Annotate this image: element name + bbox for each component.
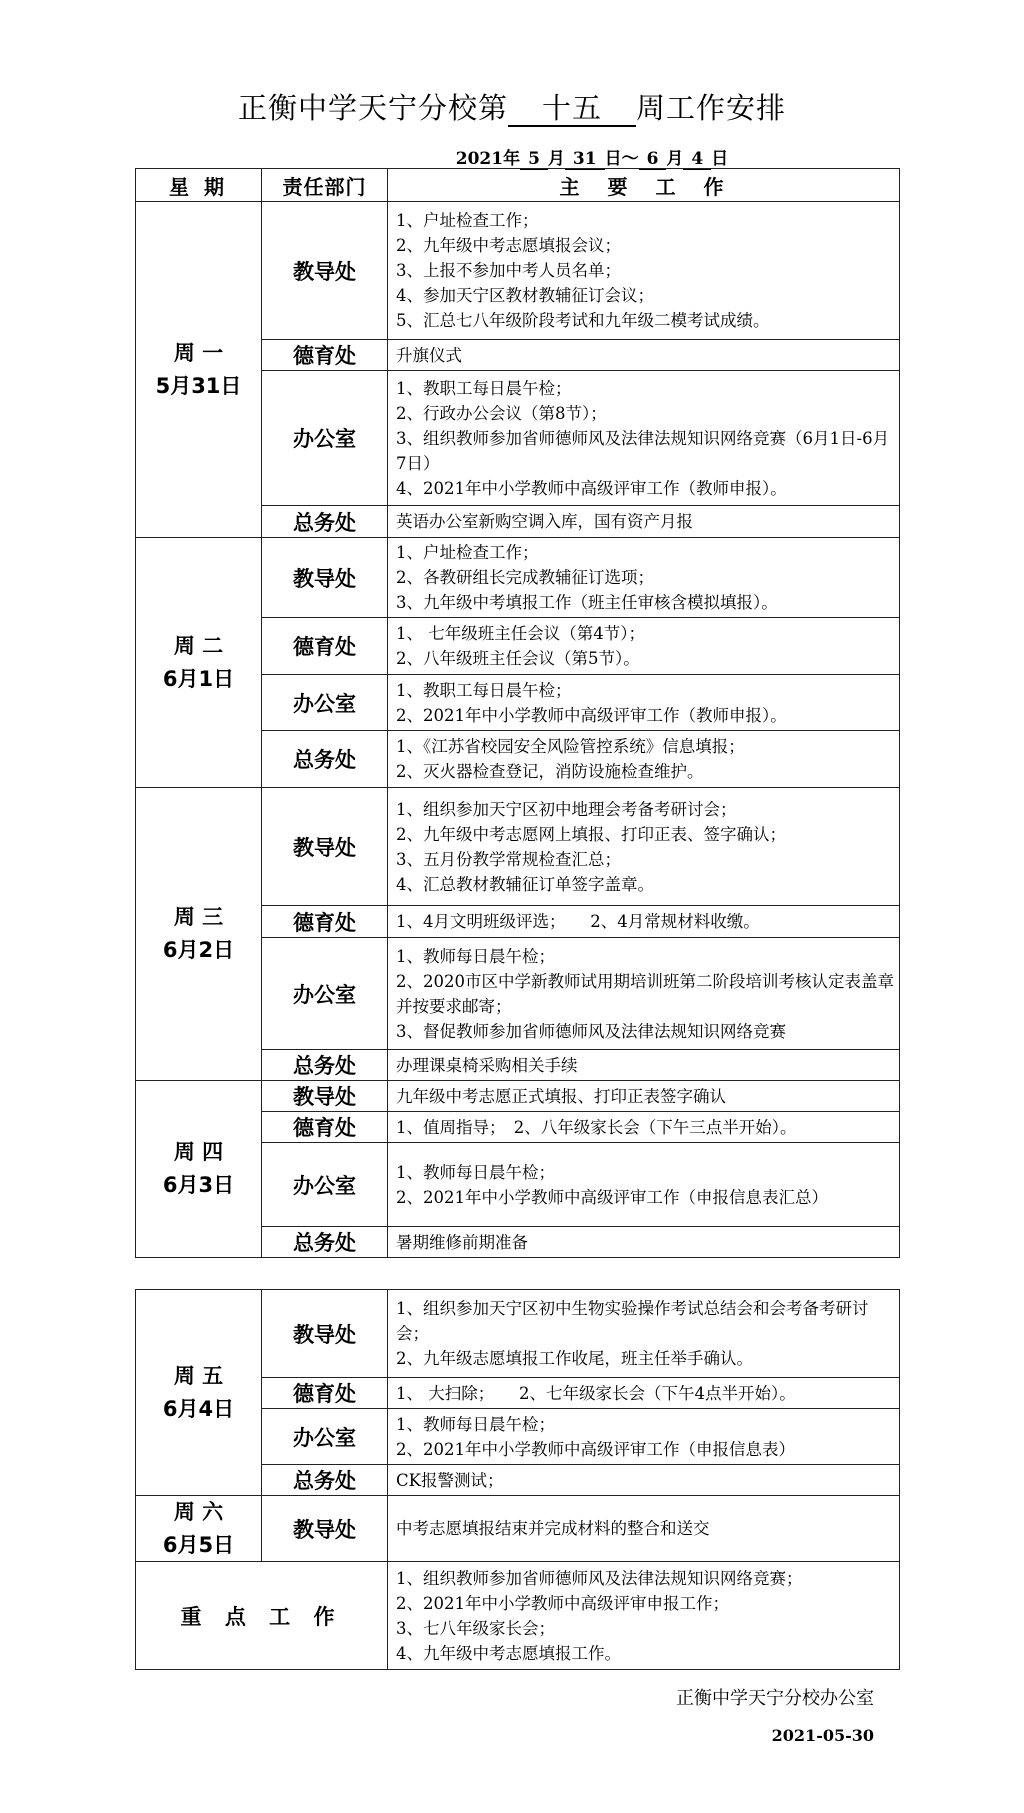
- key-work-item: 2、2021年中小学教师中高级评审申报工作；: [396, 1593, 729, 1613]
- dept-cell: 教导处: [262, 202, 388, 340]
- work-item: 1、《江苏省校园安全风险管控系统》信息填报；: [396, 737, 745, 756]
- work-item: 4、参加天宁区教材教辅征订会议；: [396, 286, 654, 305]
- work-item: 1、户址检查工作；: [396, 543, 539, 562]
- date-end-day: 4: [683, 150, 711, 170]
- dept-cell: 教导处: [262, 788, 388, 906]
- work-cell: [388, 202, 900, 340]
- day-date: 5月31日: [155, 373, 242, 398]
- work-item: 暑期维修前期准备: [396, 1232, 528, 1252]
- day-date: 6月1日: [162, 666, 235, 691]
- dept-cell: 办公室: [262, 371, 388, 506]
- date-start-month: 5: [520, 150, 548, 170]
- work-item: 2、2021年中小学教师中高级评审工作（申报信息表）: [396, 1439, 795, 1459]
- work-item: 九年级中考志愿正式填报、打印正表签字确认: [396, 1086, 726, 1106]
- work-item: 1、值周指导； 2、八年级家长会（下午三点半开始）。: [396, 1117, 797, 1137]
- table-row: [136, 538, 900, 618]
- header-day: 星 期: [136, 169, 262, 202]
- schedule-table-2: [135, 1289, 900, 1670]
- day-cell: [136, 202, 262, 538]
- date-day-unit: 日: [711, 149, 729, 169]
- header-dept: 责任部门: [262, 169, 388, 202]
- day-name: 周 二: [173, 633, 224, 658]
- work-item: 4、2021年中小学教师中高级评审工作（教师申报）。: [396, 478, 787, 498]
- work-item: 1、4月文明班级评选； 2、4月常规材料收缴。: [396, 912, 760, 931]
- key-work-row: [136, 1562, 900, 1670]
- day-date: 6月3日: [162, 1173, 235, 1197]
- work-cell: [388, 1050, 900, 1081]
- table-row: [136, 1496, 900, 1562]
- key-work-cell: [388, 1562, 900, 1670]
- table-row: [136, 202, 900, 340]
- day-name: 周 四: [173, 1140, 224, 1165]
- dept-cell: 教导处: [262, 1081, 388, 1112]
- day-date: 6月4日: [162, 1396, 235, 1421]
- work-item: 2、2020市区中学新教师试用期培训班第二阶段培训考核认定表盖章并按要求邮寄；: [396, 971, 894, 1016]
- work-cell: [388, 731, 900, 788]
- work-item: 3、上报不参加中考人员名单；: [396, 261, 621, 280]
- day-cell: [136, 538, 262, 788]
- day-date: 6月5日: [162, 1532, 235, 1557]
- work-item: 2、各教研组长完成教辅征订选项；: [396, 568, 654, 587]
- dept-cell: 总务处: [262, 1050, 388, 1081]
- title-prefix: 正衡中学天宁分校第: [237, 91, 508, 125]
- table-header-row: [136, 169, 900, 202]
- title-suffix: 周工作安排: [636, 91, 787, 125]
- week-number: 十五: [508, 93, 636, 127]
- work-item: 1、教师每日晨午检；: [396, 1162, 555, 1182]
- work-item: 3、九年级中考填报工作（班主任审核含模拟填报）。: [396, 593, 778, 612]
- header-work: 主 要 工 作: [388, 169, 900, 202]
- day-name: 周 三: [173, 905, 224, 930]
- work-item: 2、九年级志愿填报工作收尾，班主任举手确认。: [396, 1349, 753, 1368]
- schedule-table: [135, 168, 900, 1258]
- dept-cell: 办公室: [262, 1143, 388, 1227]
- page-title: [0, 86, 1024, 127]
- day-name: 周 五: [173, 1363, 224, 1388]
- work-item: 3、组织教师参加省师德师风及法律法规知识网络竞赛（6月1日-6月7日）: [396, 428, 890, 473]
- dept-cell: 德育处: [262, 906, 388, 938]
- dept-cell: 德育处: [262, 1112, 388, 1143]
- work-item: 1、户址检查工作；: [396, 211, 539, 230]
- dept-cell: 总务处: [262, 1465, 388, 1496]
- date-range-sep: 日～: [604, 149, 639, 169]
- work-item: 2、九年级中考志愿网上填报、打印正表、签字确认；: [396, 824, 786, 844]
- work-cell: [388, 1112, 900, 1143]
- dept-cell: 办公室: [262, 938, 388, 1050]
- work-item: 2、行政办公会议（第8节）；: [396, 403, 607, 423]
- work-cell: [388, 506, 900, 538]
- work-item: 3、督促教师参加省师德师风及法律法规知识网络竞赛: [396, 1021, 786, 1041]
- work-item: 英语办公室新购空调入库，国有资产月报: [396, 512, 693, 531]
- work-item: 1、 大扫除； 2、七年级家长会（下午4点半开始）。: [396, 1383, 796, 1403]
- work-item: CK报警测试；: [396, 1470, 504, 1490]
- work-cell: [388, 1081, 900, 1112]
- date-start-day: 31: [565, 150, 605, 170]
- table-row: [136, 1081, 900, 1112]
- work-item: 1、组织参加天宁区初中生物实验操作考试总结会和会考备考研讨会；: [396, 1299, 869, 1343]
- work-item: 2、八年级班主任会议（第5节）。: [396, 649, 640, 668]
- dept-cell: 德育处: [262, 1378, 388, 1409]
- table-row: [136, 788, 900, 906]
- work-cell: [388, 675, 900, 731]
- work-cell: [388, 371, 900, 506]
- work-cell: [388, 618, 900, 675]
- day-name: 周 一: [173, 340, 224, 365]
- work-item: 2、2021年中小学教师中高级评审工作（申报信息表汇总）: [396, 1187, 828, 1207]
- key-work-item: 4、九年级中考志愿填报工作。: [396, 1643, 621, 1663]
- dept-cell: 总务处: [262, 1227, 388, 1258]
- day-cell: [136, 788, 262, 1081]
- dept-cell: 教导处: [262, 1496, 388, 1562]
- day-cell: [136, 1081, 262, 1258]
- date-year: 2021: [455, 149, 504, 169]
- work-item: 3、五月份教学常规检查汇总；: [396, 849, 621, 869]
- work-item: 中考志愿填报结束并完成材料的整合和送交: [396, 1519, 710, 1539]
- work-cell: [388, 340, 900, 371]
- date-year-unit: 年: [503, 149, 521, 169]
- date-range: [0, 144, 1024, 170]
- day-cell: [136, 1496, 262, 1562]
- key-work-item: 1、组织教师参加省师德师风及法律法规知识网络竞赛；: [396, 1568, 803, 1588]
- dept-cell: 教导处: [262, 538, 388, 618]
- dept-cell: 办公室: [262, 675, 388, 731]
- dept-cell: 办公室: [262, 1409, 388, 1465]
- work-item: 1、 七年级班主任会议（第4节）；: [396, 624, 645, 643]
- date-month-unit-2: 月: [666, 149, 684, 169]
- work-item: 2、2021年中小学教师中高级评审工作（教师申报）。: [396, 705, 787, 725]
- table-row: [136, 1290, 900, 1378]
- work-item: 1、教师每日晨午检；: [396, 946, 555, 966]
- work-item: 1、组织参加天宁区初中地理会考备考研讨会；: [396, 799, 737, 819]
- work-item: 1、教职工每日晨午检；: [396, 378, 572, 398]
- work-cell: [388, 1409, 900, 1465]
- day-date: 6月2日: [162, 938, 235, 962]
- work-item: 办理课桌椅采购相关手续: [396, 1055, 578, 1075]
- work-cell: [388, 1496, 900, 1562]
- dept-cell: 教导处: [262, 1290, 388, 1378]
- dept-cell: 总务处: [262, 731, 388, 788]
- work-item: 2、九年级中考志愿填报会议；: [396, 236, 621, 255]
- work-cell: [388, 1290, 900, 1378]
- key-work-item: 3、七八年级家长会；: [396, 1618, 555, 1638]
- footer-org: 正衡中学天宁分校办公室: [676, 1688, 874, 1709]
- work-cell: [388, 1227, 900, 1258]
- work-item: 5、汇总七八年级阶段考试和九年级二模考试成绩。: [396, 311, 770, 330]
- footer-date: 2021-05-30: [771, 1726, 874, 1745]
- date-end-month: 6: [639, 150, 667, 170]
- work-cell: [388, 906, 900, 938]
- dept-cell: 总务处: [262, 506, 388, 538]
- work-item: 1、教职工每日晨午检；: [396, 680, 572, 700]
- work-item: 4、汇总教材教辅征订单签字盖章。: [396, 874, 654, 894]
- dept-cell: 德育处: [262, 618, 388, 675]
- work-cell: [388, 1378, 900, 1409]
- work-cell: [388, 538, 900, 618]
- work-item: 升旗仪式: [396, 345, 462, 365]
- day-cell: [136, 1290, 262, 1496]
- date-month-unit: 月: [547, 149, 565, 169]
- work-cell: [388, 1143, 900, 1227]
- work-cell: [388, 1465, 900, 1496]
- key-work-label: 重 点 工 作: [136, 1562, 388, 1670]
- work-cell: [388, 938, 900, 1050]
- work-item: 1、教师每日晨午检；: [396, 1414, 555, 1434]
- work-item: 2、灭火器检查登记，消防设施检查维护。: [396, 762, 704, 781]
- work-cell: [388, 788, 900, 906]
- dept-cell: 德育处: [262, 340, 388, 371]
- day-name: 周 六: [173, 1500, 224, 1524]
